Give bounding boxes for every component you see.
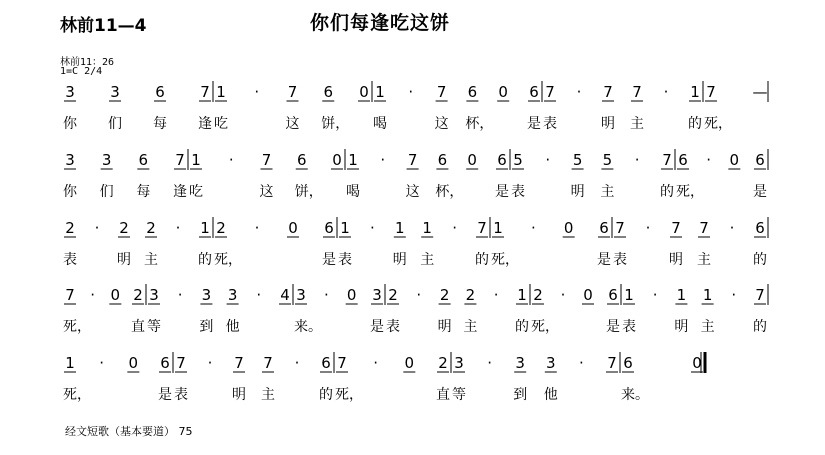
score-note: · [560,286,566,304]
score-note: 7 [200,83,210,101]
score-note: 6 [623,354,633,372]
score-note: 0 [583,286,593,304]
lyric-syllable: 是 [753,184,767,200]
lyric-syllable: 的 [753,319,767,335]
lyric-syllable: 每 [136,184,151,200]
lyric-syllable: 主 [630,116,644,132]
lyric-syllable: 死， [491,252,519,268]
score-note: 7 [662,151,672,169]
score-note: 6 [138,151,149,169]
score-note: · [487,354,492,372]
score-note: · [663,83,669,101]
lyric-syllable: 明 [437,319,452,335]
score-note: 0 [128,354,139,372]
lyric-syllable: 杯， [465,116,494,132]
score-note: 3 [515,354,525,372]
score-note: 6 [437,151,448,169]
score-note: 5 [602,151,613,169]
score-note: 5 [572,151,583,169]
score-note: 0 [729,151,740,169]
score-note: 1 [702,286,713,304]
score-note: · [228,151,234,169]
score-note: 1 [216,83,226,101]
score-note: 6 [755,151,765,169]
hymn-code: 林前11—4 [60,16,147,36]
score-note: 7 [263,354,273,372]
lyric-syllable: 等 [147,319,161,335]
lyric-syllable: 他 [225,319,240,335]
score-note: 5 [513,151,523,169]
lyric-syllable: 死， [63,387,91,403]
score-note: 6 [155,83,165,101]
score-note: · [493,286,499,304]
lyric-syllable: 死， [676,184,704,200]
score-note: 7 [545,83,555,101]
score-note: · [380,151,386,169]
lyric-syllable: 主 [420,252,435,268]
score-note: 1 [65,354,75,372]
score-note: 7 [755,286,765,304]
lyric-syllable: 饼， [294,184,323,200]
score-note: · [545,151,551,169]
score-note: 1 [422,219,432,237]
score-note: 6 [529,83,539,101]
score-note: 1 [493,219,503,237]
score-note: 6 [599,219,609,237]
score-note: · [99,354,105,372]
lyric-syllable: 死， [63,319,91,335]
score-note: 1 [395,219,405,237]
lyric-syllable: 饼， [321,116,350,132]
lyric-syllable: 等 [452,387,466,403]
score-note: 3 [110,83,120,101]
lyric-syllable: 来。 [294,319,322,335]
score-note: 0 [498,83,508,101]
lyric-syllable: 们 [108,116,122,132]
lyric-syllable: 你 [63,184,77,200]
score-note: 6 [755,219,765,237]
lyric-syllable: 他 [543,387,558,403]
lyric-syllable: 明 [674,319,689,335]
lyric-syllable: 是 [370,319,384,335]
score-note: 6 [160,354,170,372]
score-note: · [452,219,457,237]
score-note: · [90,286,96,304]
lyric-syllable: 是 [527,116,541,132]
score-note: 6 [324,219,334,237]
lyric-syllable: 表 [622,319,636,335]
score-note: 7 [671,219,681,237]
lyric-syllable: 主 [261,387,275,403]
lyric-syllable: 杯， [435,184,464,200]
score-note: 0 [359,83,369,101]
score-note: · [706,151,712,169]
lyric-syllable: 明 [669,252,683,268]
score-note: 0 [692,354,702,372]
lyric-syllable: 明 [392,252,407,268]
lyric-syllable: 的 [198,252,212,268]
score-note: 1 [191,151,201,169]
lyric-syllable: 直 [436,387,450,403]
lyric-syllable: 死， [531,319,559,335]
score-note: · [373,354,379,372]
scripture-reference: 林前11：26 [60,57,115,68]
score-note: · [294,354,300,372]
score-note: 2 [388,286,398,304]
lyric-syllable: 的 [660,184,674,200]
lyric-syllable: 的 [319,387,333,403]
lyric-syllable: 到 [513,387,528,403]
score-note: 6 [467,83,478,101]
score-note: · [634,151,640,169]
score-note: 7 [607,354,617,372]
score-note: 2 [119,219,129,237]
score-note: 2 [65,219,75,237]
score-note: · [254,219,260,237]
score-note: 3 [546,354,556,372]
score-note: 1 [200,219,210,237]
score-note: · [370,219,375,237]
lyric-syllable: 主 [463,319,478,335]
lyric-syllable: 的 [753,252,767,268]
lyric-syllable: 这 [405,184,420,200]
score-note: 7 [287,83,298,101]
score-note: 1 [348,151,358,169]
lyric-syllable: 是 [158,387,172,403]
page-title: 你们每逢吃这饼 [310,12,451,34]
score-note: 7 [603,83,613,101]
score-note: 7 [176,354,186,372]
lyric-syllable: 表 [338,252,352,268]
score-note: · [408,83,414,101]
score-note: 0 [467,151,477,169]
lyric-syllable: 主 [700,319,715,335]
lyric-syllable: 表 [543,116,557,132]
lyric-syllable: 死， [214,252,242,268]
score-note: 2 [133,286,143,304]
score-note: 3 [201,286,212,304]
lyric-syllable: 这 [434,116,449,132]
score-note: 7 [632,83,642,101]
lyric-syllable: 主 [144,252,158,268]
score-note: 7 [407,151,418,169]
score-note: · [731,286,737,304]
lyric-syllable: 表 [63,252,77,268]
lyric-syllable: 是 [597,252,611,268]
lyric-syllable: 每 [153,116,167,132]
lyric-syllable: 到 [199,319,214,335]
score-note: 3 [65,151,75,169]
lyric-syllable: 表 [613,252,627,268]
score-note: 7 [477,219,487,237]
score-note: · [576,83,582,101]
score-note: · [579,354,584,372]
lyric-syllable: 是 [606,319,620,335]
lyric-syllable: 吃 [214,116,228,132]
score-note: 2 [146,219,156,237]
score-note: · [94,219,100,237]
key-signature: 1=C 2/4 [60,66,103,77]
score-note: · [652,286,658,304]
score-note: 1 [676,286,687,304]
lyric-syllable: 的 [515,319,529,335]
score-note: · [729,219,735,237]
score-note: · [645,219,651,237]
score-note: 7 [615,219,625,237]
score-note: 3 [227,286,238,304]
score-note: · [530,219,536,237]
score-note: · [254,83,260,101]
score-note: · [256,286,262,304]
lyric-syllable: 们 [99,184,114,200]
lyric-syllable: 这 [259,184,274,200]
score-note: · [207,354,213,372]
score-note: 7 [261,151,272,169]
score-note: 1 [517,286,527,304]
score-note: 3 [454,354,464,372]
lyric-syllable: 是 [495,184,509,200]
score-note: 1 [340,219,350,237]
score-note: 3 [372,286,382,304]
lyric-syllable: 明 [117,252,131,268]
score-note: 3 [296,286,306,304]
lyric-syllable: 这 [285,116,300,132]
lyric-syllable: 死， [704,116,732,132]
score-note: · [175,219,181,237]
score-note: 7 [65,286,75,304]
score-note: · [323,286,329,304]
score-note: 1 [624,286,634,304]
lyric-syllable: 你 [63,116,77,132]
score-note: 6 [608,286,618,304]
score-note: 7 [706,83,716,101]
lyric-syllable: 的 [688,116,702,132]
score-note: 6 [296,151,307,169]
score-note: 6 [678,151,688,169]
lyric-syllable: 来。 [621,387,649,403]
score-note: 0 [332,151,342,169]
lyric-syllable: 是 [322,252,336,268]
score-note: 0 [563,219,574,237]
lyric-syllable: 直 [131,319,145,335]
score-note: 6 [321,354,331,372]
score-note: 2 [533,286,543,304]
lyric-syllable: 主 [600,184,615,200]
score-note: 3 [149,286,159,304]
score-note: · [177,286,183,304]
score-note: · [416,286,422,304]
lyric-syllable: 逢 [198,116,212,132]
lyric-syllable: 的 [475,252,489,268]
score-note: 0 [346,286,357,304]
lyric-syllable: 明 [601,116,615,132]
score-note: 3 [65,83,75,101]
score-note: 0 [404,354,415,372]
lyric-syllable: 明 [232,387,246,403]
score-note: 7 [337,354,347,372]
score-note: 0 [288,219,298,237]
lyric-syllable: 表 [174,387,188,403]
score-note: 7 [175,151,185,169]
score-note: 4 [280,286,290,304]
lyric-syllable: 明 [570,184,585,200]
lyric-syllable: 喝 [373,116,387,132]
source-footer: 经文短歌（基本要道） 75 [65,425,193,438]
score-note: 3 [101,151,112,169]
score-note: 2 [216,219,226,237]
lyric-syllable: 喝 [346,184,360,200]
score-note: 6 [497,151,507,169]
score-note: 2 [465,286,476,304]
score-note: 2 [438,354,448,372]
lyric-syllable: 表 [511,184,525,200]
score-note: 7 [699,219,709,237]
lyric-syllable: 主 [697,252,711,268]
lyric-syllable: 死， [335,387,363,403]
lyric-syllable: 逢 [173,184,187,200]
score-note: — [752,83,768,101]
lyric-syllable: 表 [386,319,400,335]
lyric-syllable: 吃 [189,184,203,200]
score-note: 1 [690,83,700,101]
score-note: 0 [110,286,121,304]
score-note: 7 [436,83,447,101]
score-note: 7 [234,354,244,372]
score-note: 6 [323,83,334,101]
score-note: 1 [375,83,385,101]
score-note: 2 [439,286,450,304]
